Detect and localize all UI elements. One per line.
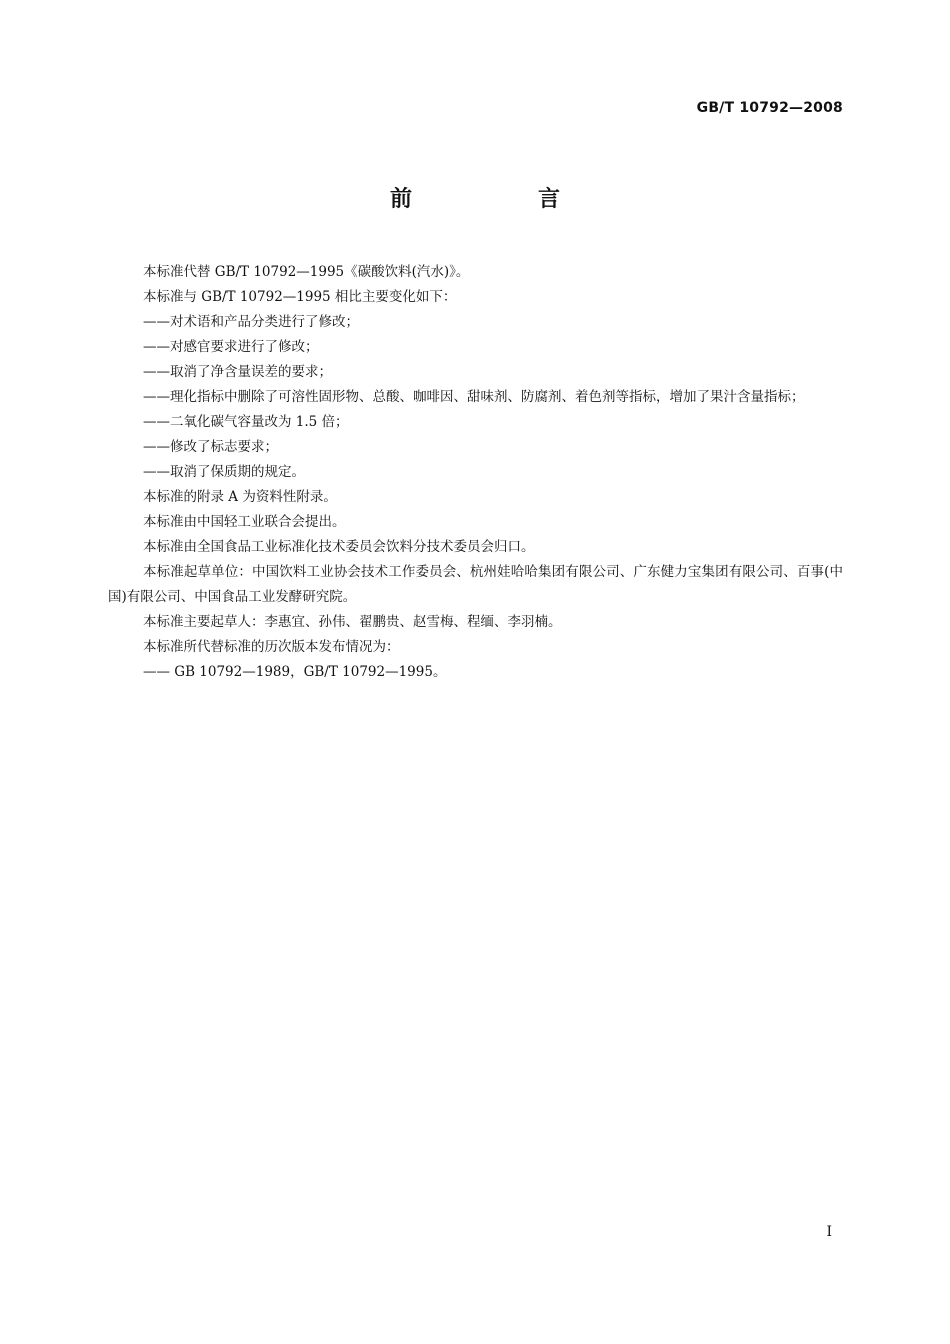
paragraph: 本标准所代替标准的历次版本发布情况为： [143, 639, 400, 655]
paragraph: 本标准由全国食品工业标准化技术委员会饮料分技术委员会归口。 [143, 539, 535, 555]
change-list-item: ——取消了保质期的规定。 [143, 464, 305, 480]
foreword-body [108, 260, 843, 685]
paragraph: 本标准起草单位：中国饮料工业协会技术工作委员会、杭州娃哈哈集团有限公司、广东健力宝集团有限公司、百事(中国)有限公司、中国食品工业发酵研究院。 [108, 564, 843, 605]
change-list-item: ——修改了标志要求； [143, 439, 278, 455]
paragraph: —— GB 10792—1989，GB/T 10792—1995。 [143, 664, 447, 680]
paragraph: 本标准的附录 A 为资料性附录。 [143, 489, 337, 505]
change-list-item: ——理化指标中删除了可溶性固形物、总酸、咖啡因、甜味剂、防腐剂、着色剂等指标，增加了果汁含量指标； [143, 389, 805, 405]
page-number: I [826, 1224, 832, 1240]
page-title: 前 言 [389, 187, 612, 212]
change-list-item: ——对感官要求进行了修改； [143, 339, 319, 355]
change-list-item: ——对术语和产品分类进行了修改； [143, 314, 359, 330]
paragraph: 本标准由中国轻工业联合会提出。 [143, 514, 346, 530]
change-list-item: ——取消了净含量误差的要求； [143, 364, 332, 380]
paragraph: 本标准主要起草人：李惠宜、孙伟、翟鹏贵、赵雪梅、程缅、李羽楠。 [143, 614, 562, 630]
paragraph: 本标准与 GB/T 10792—1995 相比主要变化如下： [143, 289, 457, 305]
change-list-item: ——二氧化碳气容量改为 1.5 倍； [143, 414, 349, 430]
paragraph: 本标准代替 GB/T 10792—1995《碳酸饮料(汽水)》。 [143, 264, 470, 280]
standard-code: GB/T 10792—2008 [696, 100, 843, 116]
